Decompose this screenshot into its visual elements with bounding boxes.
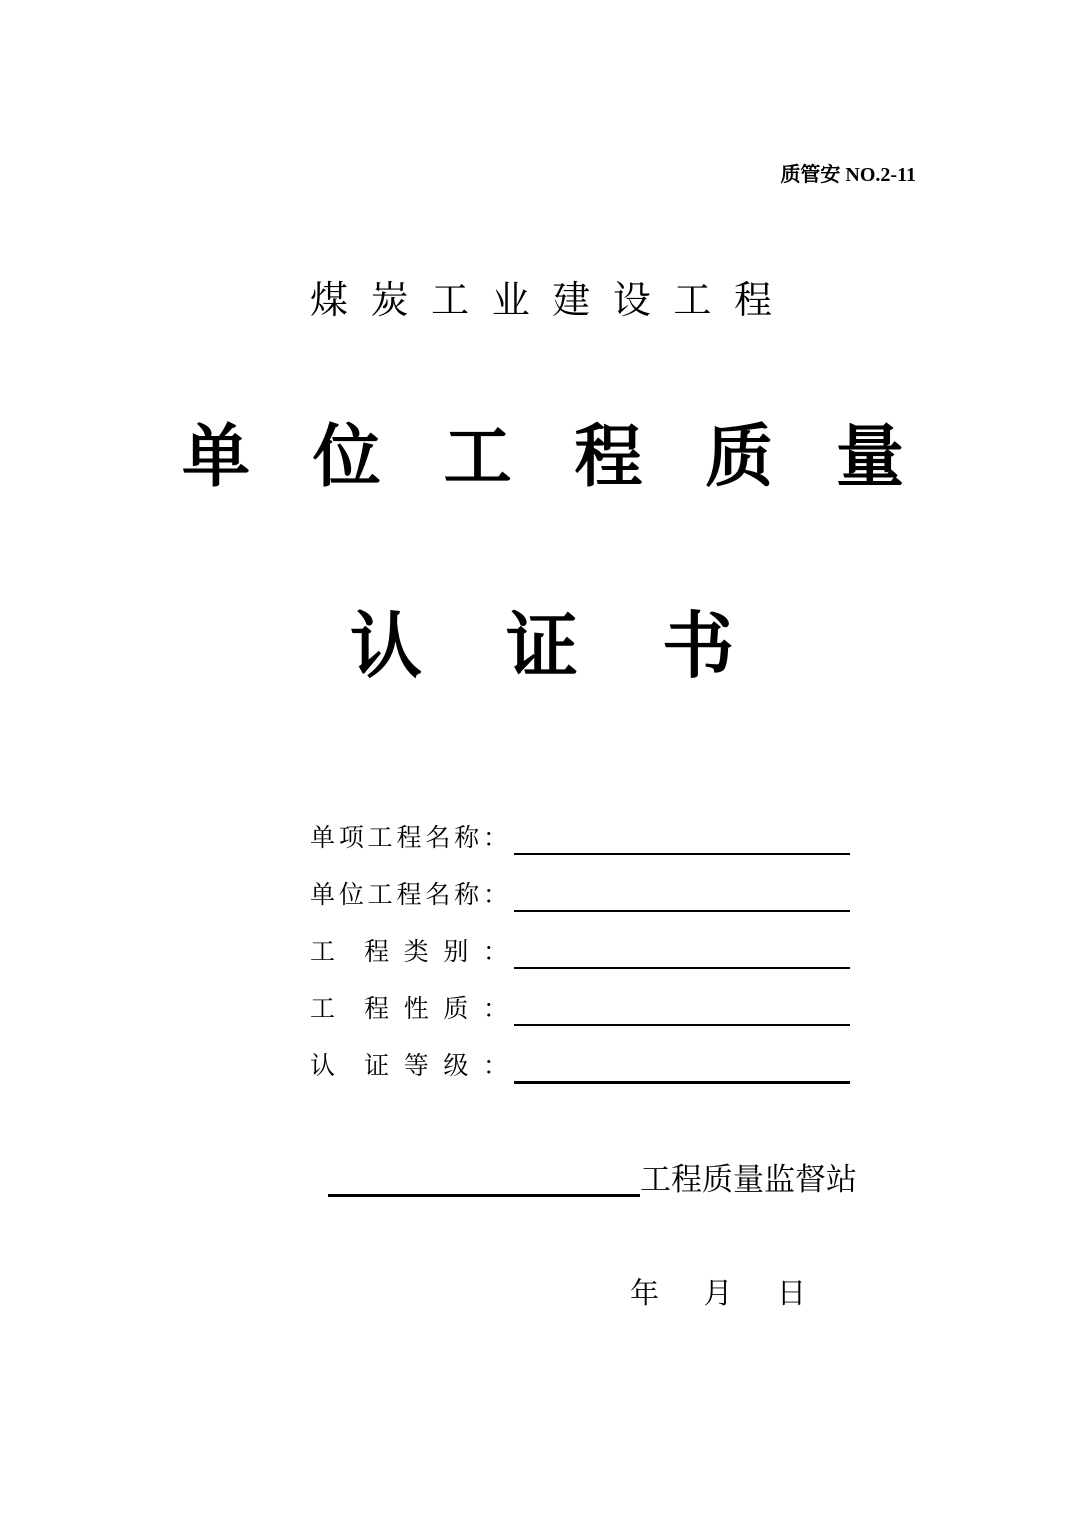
date-month: 月 (703, 1276, 733, 1310)
subtitle-char: 工 (431, 278, 470, 322)
fill-in-line[interactable] (514, 967, 850, 969)
subtitle-char: 业 (491, 278, 530, 322)
date-day: 日 (776, 1276, 806, 1310)
fill-in-line[interactable] (514, 853, 850, 855)
supervision-station (328, 1158, 888, 1204)
field-certification-grade (310, 1049, 850, 1089)
field-label: 工 程 性 质 ： (310, 994, 508, 1023)
field-label: 工 程 类 别 ： (310, 937, 508, 966)
title-char: 质 (705, 418, 774, 497)
field-label: 单 项 工 程 名 称 ： (310, 823, 508, 852)
title-line-1 (182, 418, 904, 498)
fill-in-line[interactable] (514, 1081, 850, 1084)
title-char: 单 (182, 418, 251, 497)
fill-in-line[interactable] (514, 1024, 850, 1026)
field-label: 单 位 工 程 名 称 ： (310, 880, 508, 909)
field-project-category (310, 935, 850, 975)
title-char: 量 (835, 418, 904, 497)
station-name-line[interactable] (328, 1194, 640, 1197)
title-char: 工 (443, 418, 512, 497)
date-year: 年 (630, 1276, 660, 1310)
fill-in-line[interactable] (514, 910, 850, 912)
title-line-2 (350, 603, 734, 689)
subtitle-char: 煤 (310, 278, 349, 322)
document-code: 质管安 NO.2-11 (780, 164, 916, 186)
subtitle-char: 程 (733, 278, 772, 322)
field-single-item-project-name (310, 821, 850, 861)
subtitle-char: 建 (552, 278, 591, 322)
title-char: 认 (350, 604, 423, 688)
title-char: 证 (505, 604, 578, 688)
title-char: 程 (574, 418, 643, 497)
title-char: 书 (661, 604, 734, 688)
subtitle-char: 工 (673, 278, 712, 322)
date-line (630, 1274, 806, 1312)
title-char: 位 (312, 418, 381, 497)
subtitle-char: 设 (612, 278, 651, 322)
subtitle (310, 277, 772, 323)
subtitle-char: 炭 (370, 278, 409, 322)
field-unit-project-name (310, 878, 850, 918)
field-label: 认 证 等 级 ： (310, 1051, 508, 1080)
field-project-nature (310, 992, 850, 1032)
station-suffix: 工程质量监督站 (640, 1162, 857, 1198)
